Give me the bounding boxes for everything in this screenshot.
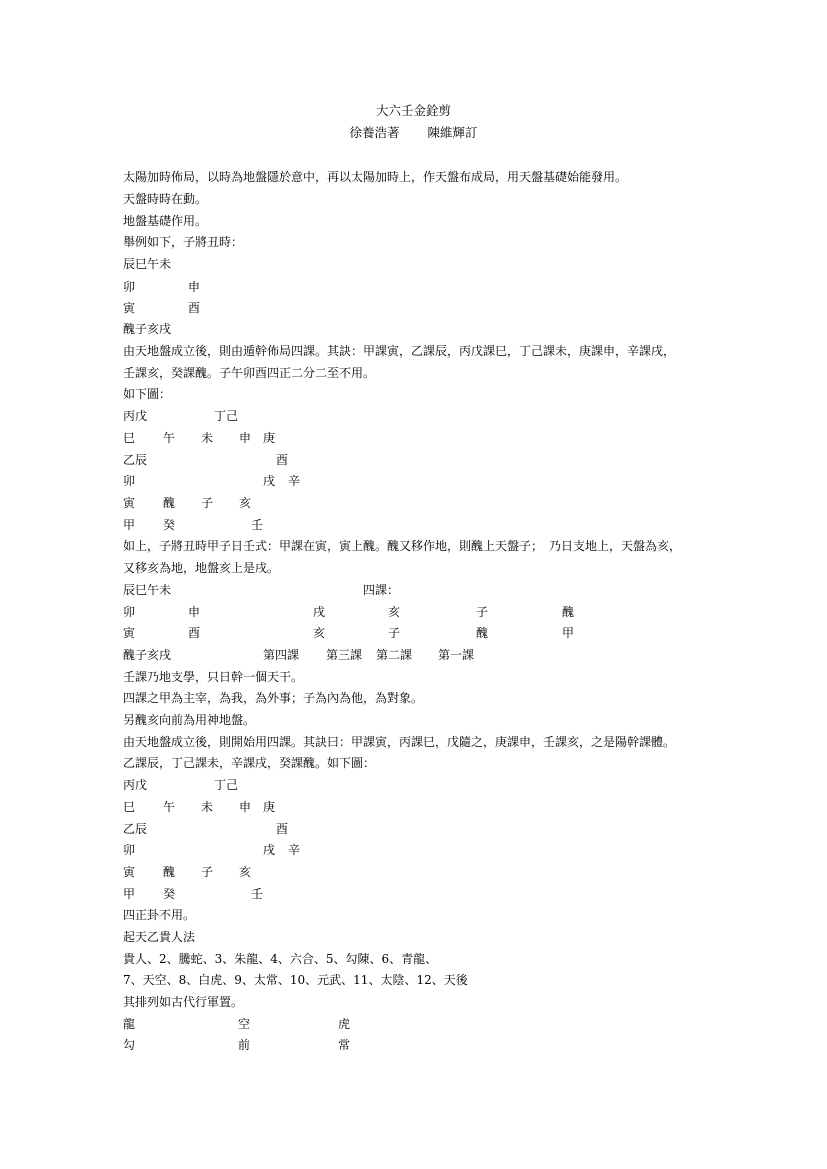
diagram-cell: 酉 bbox=[276, 822, 289, 836]
diagram-cell: 子 bbox=[201, 496, 214, 510]
text-line: 乙課辰，丁己課未，辛課戌，癸課醜。如下圖： bbox=[123, 756, 376, 770]
text-line: 四課之甲為主宰，為我，為外事；子為內為他，為對象。 bbox=[123, 691, 424, 705]
diagram-cell: 丙戊 bbox=[123, 778, 148, 792]
text-line: 7、天空、8、白虎、9、太常、10、元武、11、太陰、12、天後 bbox=[123, 973, 468, 987]
diagram-cell: 庚 bbox=[263, 431, 276, 445]
diagram-cell: 亥 bbox=[239, 865, 252, 879]
plate-cell: 申 bbox=[188, 280, 201, 294]
plate-cell: 寅 bbox=[123, 301, 136, 315]
diagram-cell: 酉 bbox=[276, 453, 289, 467]
formation-cell: 前 bbox=[238, 1038, 251, 1052]
formation-cell: 常 bbox=[338, 1038, 351, 1052]
diagram-cell: 申 bbox=[239, 800, 252, 814]
lesson-label: 第四課 bbox=[263, 648, 300, 662]
text-line: 另醜亥向前為用神地盤。 bbox=[123, 713, 256, 727]
diagram-cell: 午 bbox=[163, 800, 176, 814]
text-line: 四正卦不用。 bbox=[123, 908, 196, 922]
lesson-label: 第三課 bbox=[326, 648, 363, 662]
diagram-cell: 甲 bbox=[123, 518, 136, 532]
formation-cell: 勾 bbox=[123, 1038, 136, 1052]
diagram-cell: 壬 bbox=[251, 518, 264, 532]
diagram-cell: 壬 bbox=[251, 887, 264, 901]
plate-cell: 卯 bbox=[123, 280, 136, 294]
diagram-cell: 巳 bbox=[123, 431, 136, 445]
diagram-cell: 乙辰 bbox=[123, 453, 148, 467]
diagram-cell: 醜 bbox=[163, 496, 176, 510]
diagram-cell: 醜 bbox=[163, 865, 176, 879]
plate-row-top: 辰巳午未 bbox=[123, 257, 172, 271]
text-line: 又移亥為地，地盤亥上是戌。 bbox=[123, 561, 280, 575]
text-line: 地盤基礎作用。 bbox=[123, 214, 208, 228]
diagram-cell: 卯 bbox=[123, 843, 136, 857]
plate-row-bottom: 醜子亥戌 bbox=[123, 322, 172, 336]
diagram-cell: 戌 bbox=[263, 474, 276, 488]
text-line: 天盤時時在動。 bbox=[123, 192, 208, 206]
document-byline bbox=[0, 123, 827, 141]
diagram-cell: 巳 bbox=[123, 800, 136, 814]
lesson-cell: 醜 bbox=[562, 605, 575, 619]
formation-cell: 空 bbox=[238, 1017, 251, 1031]
plate-row-bottom: 醜子亥戌 bbox=[123, 648, 172, 662]
diagram-cell: 申 bbox=[239, 431, 252, 445]
plate-row-top: 辰巳午未 bbox=[123, 583, 172, 597]
diagram-cell: 戌 bbox=[263, 843, 276, 857]
diagram-cell: 丙戊 bbox=[123, 409, 148, 423]
plate-cell: 酉 bbox=[188, 301, 201, 315]
plate-cell: 寅 bbox=[123, 626, 136, 640]
lesson-cell: 甲 bbox=[562, 626, 575, 640]
diagram-cell: 丁己 bbox=[214, 778, 239, 792]
diagram-cell: 未 bbox=[201, 431, 214, 445]
diagram-cell: 亥 bbox=[239, 496, 252, 510]
lesson-label: 第一課 bbox=[438, 648, 475, 662]
diagram-cell: 癸 bbox=[163, 887, 176, 901]
lesson-cell: 子 bbox=[476, 605, 489, 619]
plate-cell: 卯 bbox=[123, 605, 136, 619]
text-line: 由天地盤成立後，則由遁幹佈局四課。其訣：甲課寅，乙課辰，丙戊課巳，丁己課未，庚課申，辛課戌， bbox=[123, 344, 676, 358]
text-line: 貴人、2、騰蛇、3、朱龍、4、六合、5、勾陳、6、青龍、 bbox=[123, 952, 438, 966]
four-lessons-label: 四課： bbox=[363, 583, 400, 597]
diagram-cell: 寅 bbox=[123, 496, 136, 510]
text-line: 舉例如下，子將丑時： bbox=[123, 235, 244, 249]
diagram-cell: 寅 bbox=[123, 865, 136, 879]
diagram-cell: 午 bbox=[163, 431, 176, 445]
lesson-cell: 醜 bbox=[476, 626, 489, 640]
text-line: 其排列如古代行軍置。 bbox=[123, 995, 244, 1009]
diagram-cell: 癸 bbox=[163, 518, 176, 532]
document-title: 大六壬金銓剪 bbox=[375, 103, 451, 118]
author: 徐養浩著 bbox=[349, 125, 400, 140]
diagram-cell: 卯 bbox=[123, 474, 136, 488]
diagram-cell: 乙辰 bbox=[123, 822, 148, 836]
formation-cell: 龍 bbox=[123, 1017, 136, 1031]
text-line: 由天地盤成立後，則開始用四課。其訣曰：甲課寅，丙課巳，戊隨之，庚課申，壬課亥，之是陽幹課體。 bbox=[123, 735, 676, 749]
lesson-cell: 戌 bbox=[313, 605, 326, 619]
diagram-cell: 丁己 bbox=[214, 409, 239, 423]
text-line: 太陽加時佈局，以時為地盤隱於意中，再以太陽加時上，作天盤布成局，用天盤基礎始能發用。 bbox=[123, 170, 628, 184]
plate-cell: 申 bbox=[188, 605, 201, 619]
diagram-cell: 辛 bbox=[288, 474, 301, 488]
diagram-cell: 庚 bbox=[263, 800, 276, 814]
text-line: 如下圖： bbox=[123, 387, 172, 401]
lesson-cell: 亥 bbox=[388, 605, 401, 619]
lesson-cell: 子 bbox=[388, 626, 401, 640]
plate-cell: 酉 bbox=[188, 626, 201, 640]
text-line: 壬課乃地支學，只日幹一個天干。 bbox=[123, 670, 304, 684]
text-line: 如上，子將丑時甲子日壬式：甲課在寅，寅上醜。醜又移作地，則醜上天盤子； 乃日支地上，天盤為亥， bbox=[123, 539, 682, 553]
diagram-cell: 未 bbox=[201, 800, 214, 814]
editor: 陳維輝訂 bbox=[427, 125, 478, 140]
diagram-cell: 辛 bbox=[288, 843, 301, 857]
section-heading: 起天乙貴人法 bbox=[123, 930, 196, 944]
lesson-cell: 亥 bbox=[313, 626, 326, 640]
diagram-cell: 子 bbox=[201, 865, 214, 879]
formation-cell: 虎 bbox=[338, 1017, 351, 1031]
text-line: 壬課亥，癸課醜。子午卯酉四正二分二至不用。 bbox=[123, 366, 376, 380]
lesson-label: 第二課 bbox=[376, 648, 413, 662]
diagram-cell: 甲 bbox=[123, 887, 136, 901]
